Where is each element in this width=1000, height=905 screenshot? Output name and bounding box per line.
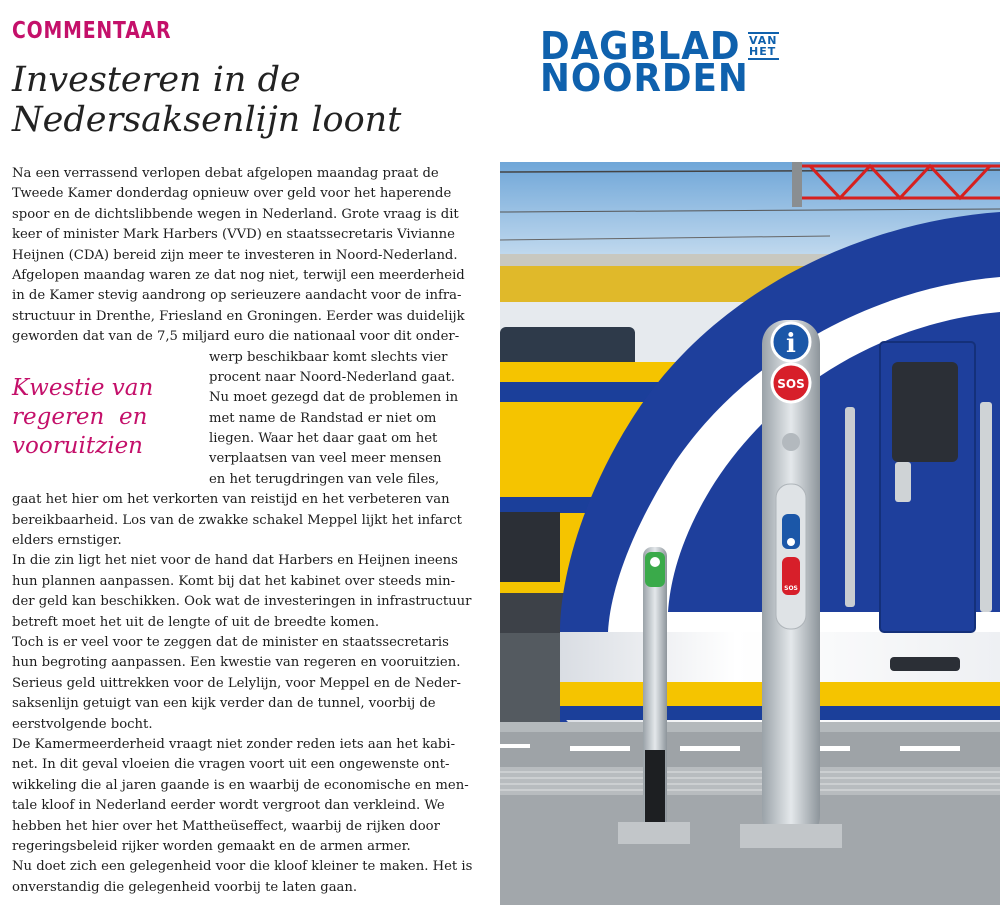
body-line: en het terugdringen van vele files,	[209, 471, 440, 487]
article-body-top	[12, 164, 473, 898]
body-line: eerstvolgende bocht.	[12, 716, 153, 732]
body-line: met name de Randstad er niet om	[209, 410, 437, 426]
body-line: Serieus geld uittrekken voor de Lelylijn, voor Meppel en de Neder-	[12, 675, 462, 691]
body-line: wikkeling die al jaren gaande is en waarbij de economische en men-	[12, 777, 469, 793]
body-line: regeringsbeleid rijker worden gemaakt en de armen armer.	[12, 838, 411, 854]
body-line: werp beschikbaar komt slechts vier	[209, 349, 448, 365]
body-line: net. In dit geval vloeien die vragen voort uit een ongewenste ont-	[12, 757, 450, 773]
body-line: Nu moet gezegd dat de problemen in	[209, 390, 459, 406]
platform	[500, 722, 1000, 905]
headline-line: Investeren in de	[12, 60, 301, 100]
body-line: geworden dat van de 7,5 miljard euro die nationaal voor dit onder-	[12, 329, 460, 345]
train-photo	[500, 162, 1000, 905]
body-line: onverstandig die gelegenheid voorbij te laten gaan.	[12, 879, 358, 895]
small-sos-label: SOS	[784, 585, 798, 592]
body-line: saksenlijn getuigt van een kijk verder dan de tunnel, voorbij de	[12, 696, 436, 712]
body-line: hebben het hier over het Mattheüseffect, waarbij de rijken door	[12, 818, 440, 834]
body-line: Toch is er veel voor te zeggen dat de minister en staatssecretaris	[12, 634, 449, 650]
body-line: betreft moet het uit de lengte of uit de breedte komen.	[12, 614, 380, 630]
body-line: bereikbaarheid. Los van de zwakke schakel Meppel lijkt het infarct	[12, 512, 462, 528]
body-line: verplaatsen van veel meer mensen	[209, 451, 442, 467]
subheading	[12, 374, 192, 461]
body-line: procent naar Noord-Nederland gaat.	[209, 369, 455, 385]
newspaper-logo	[540, 24, 778, 100]
sos-sign: SOS	[777, 377, 805, 391]
logo-line-dagblad: DAGBLAD	[540, 24, 741, 68]
body-line: Tweede Kamer donderdag opnieuw over geld voor het haperende	[12, 186, 452, 202]
body-line: gaat het hier om het verkorten van reistijd en het verbeteren van	[12, 492, 450, 508]
body-line: keer of minister Mark Harbers (VVD) en staatssecretaris Vivianne	[12, 227, 455, 243]
subheading-line: regeren en	[12, 404, 148, 430]
body-line: structuur in Drenthe, Friesland en Groningen. Eerder was duidelijk	[12, 308, 465, 324]
subheading-line: Kwestie van	[12, 375, 154, 401]
body-line: liegen. Waar het daar gaat om het	[209, 431, 438, 447]
body-line: elders ernstiger.	[12, 533, 122, 549]
body-line: hun begroting aanpassen. Een kwestie van regeren en vooruitzien.	[12, 655, 461, 671]
section-label: COMMENTAAR	[12, 18, 172, 44]
body-line: De Kamermeerderheid vraagt niet zonder reden iets aan het kabi-	[12, 736, 456, 752]
body-line: in de Kamer stevig aandrong op serieuzere aandacht voor de infra-	[12, 288, 462, 304]
body-line: der geld kan beschikken. Ook wat de investeringen in infrastructuur	[12, 594, 472, 610]
body-line: tale kloof in Nederland eerder wordt vergroot dan verkleind. We	[12, 798, 445, 814]
headline-line: Nedersaksenlijn loont	[12, 100, 402, 140]
subheading-line: vooruitzien	[12, 433, 143, 459]
info-sign: i	[786, 329, 796, 359]
body-line: In die zin ligt het niet voor de hand dat Harbers en Heijnen ineens	[12, 553, 458, 569]
train-illustration	[500, 162, 1000, 905]
body-line: Afgelopen maandag waren ze dat nog niet, terwijl een meerderheid	[12, 267, 465, 283]
body-line: Nu doet zich een gelegenheid voor die kloof kleiner te maken. Het is	[12, 859, 473, 875]
body-line: Heijnen (CDA) bereid zijn meer te investeren in Noord-Nederland.	[12, 247, 458, 263]
logo-van-het: VAN HET	[749, 34, 778, 58]
logo-line-noorden: NOORDEN	[540, 56, 749, 100]
body-line: spoor en de dichtslibbende wegen in Nederland. Grote vraag is dit	[12, 206, 459, 222]
body-line: hun plannen aanpassen. Komt bij dat het kabinet over steeds min-	[12, 573, 456, 589]
headline	[12, 60, 482, 140]
body-line: Na een verrassend verlopen debat afgelopen maandag praat de	[12, 166, 439, 181]
